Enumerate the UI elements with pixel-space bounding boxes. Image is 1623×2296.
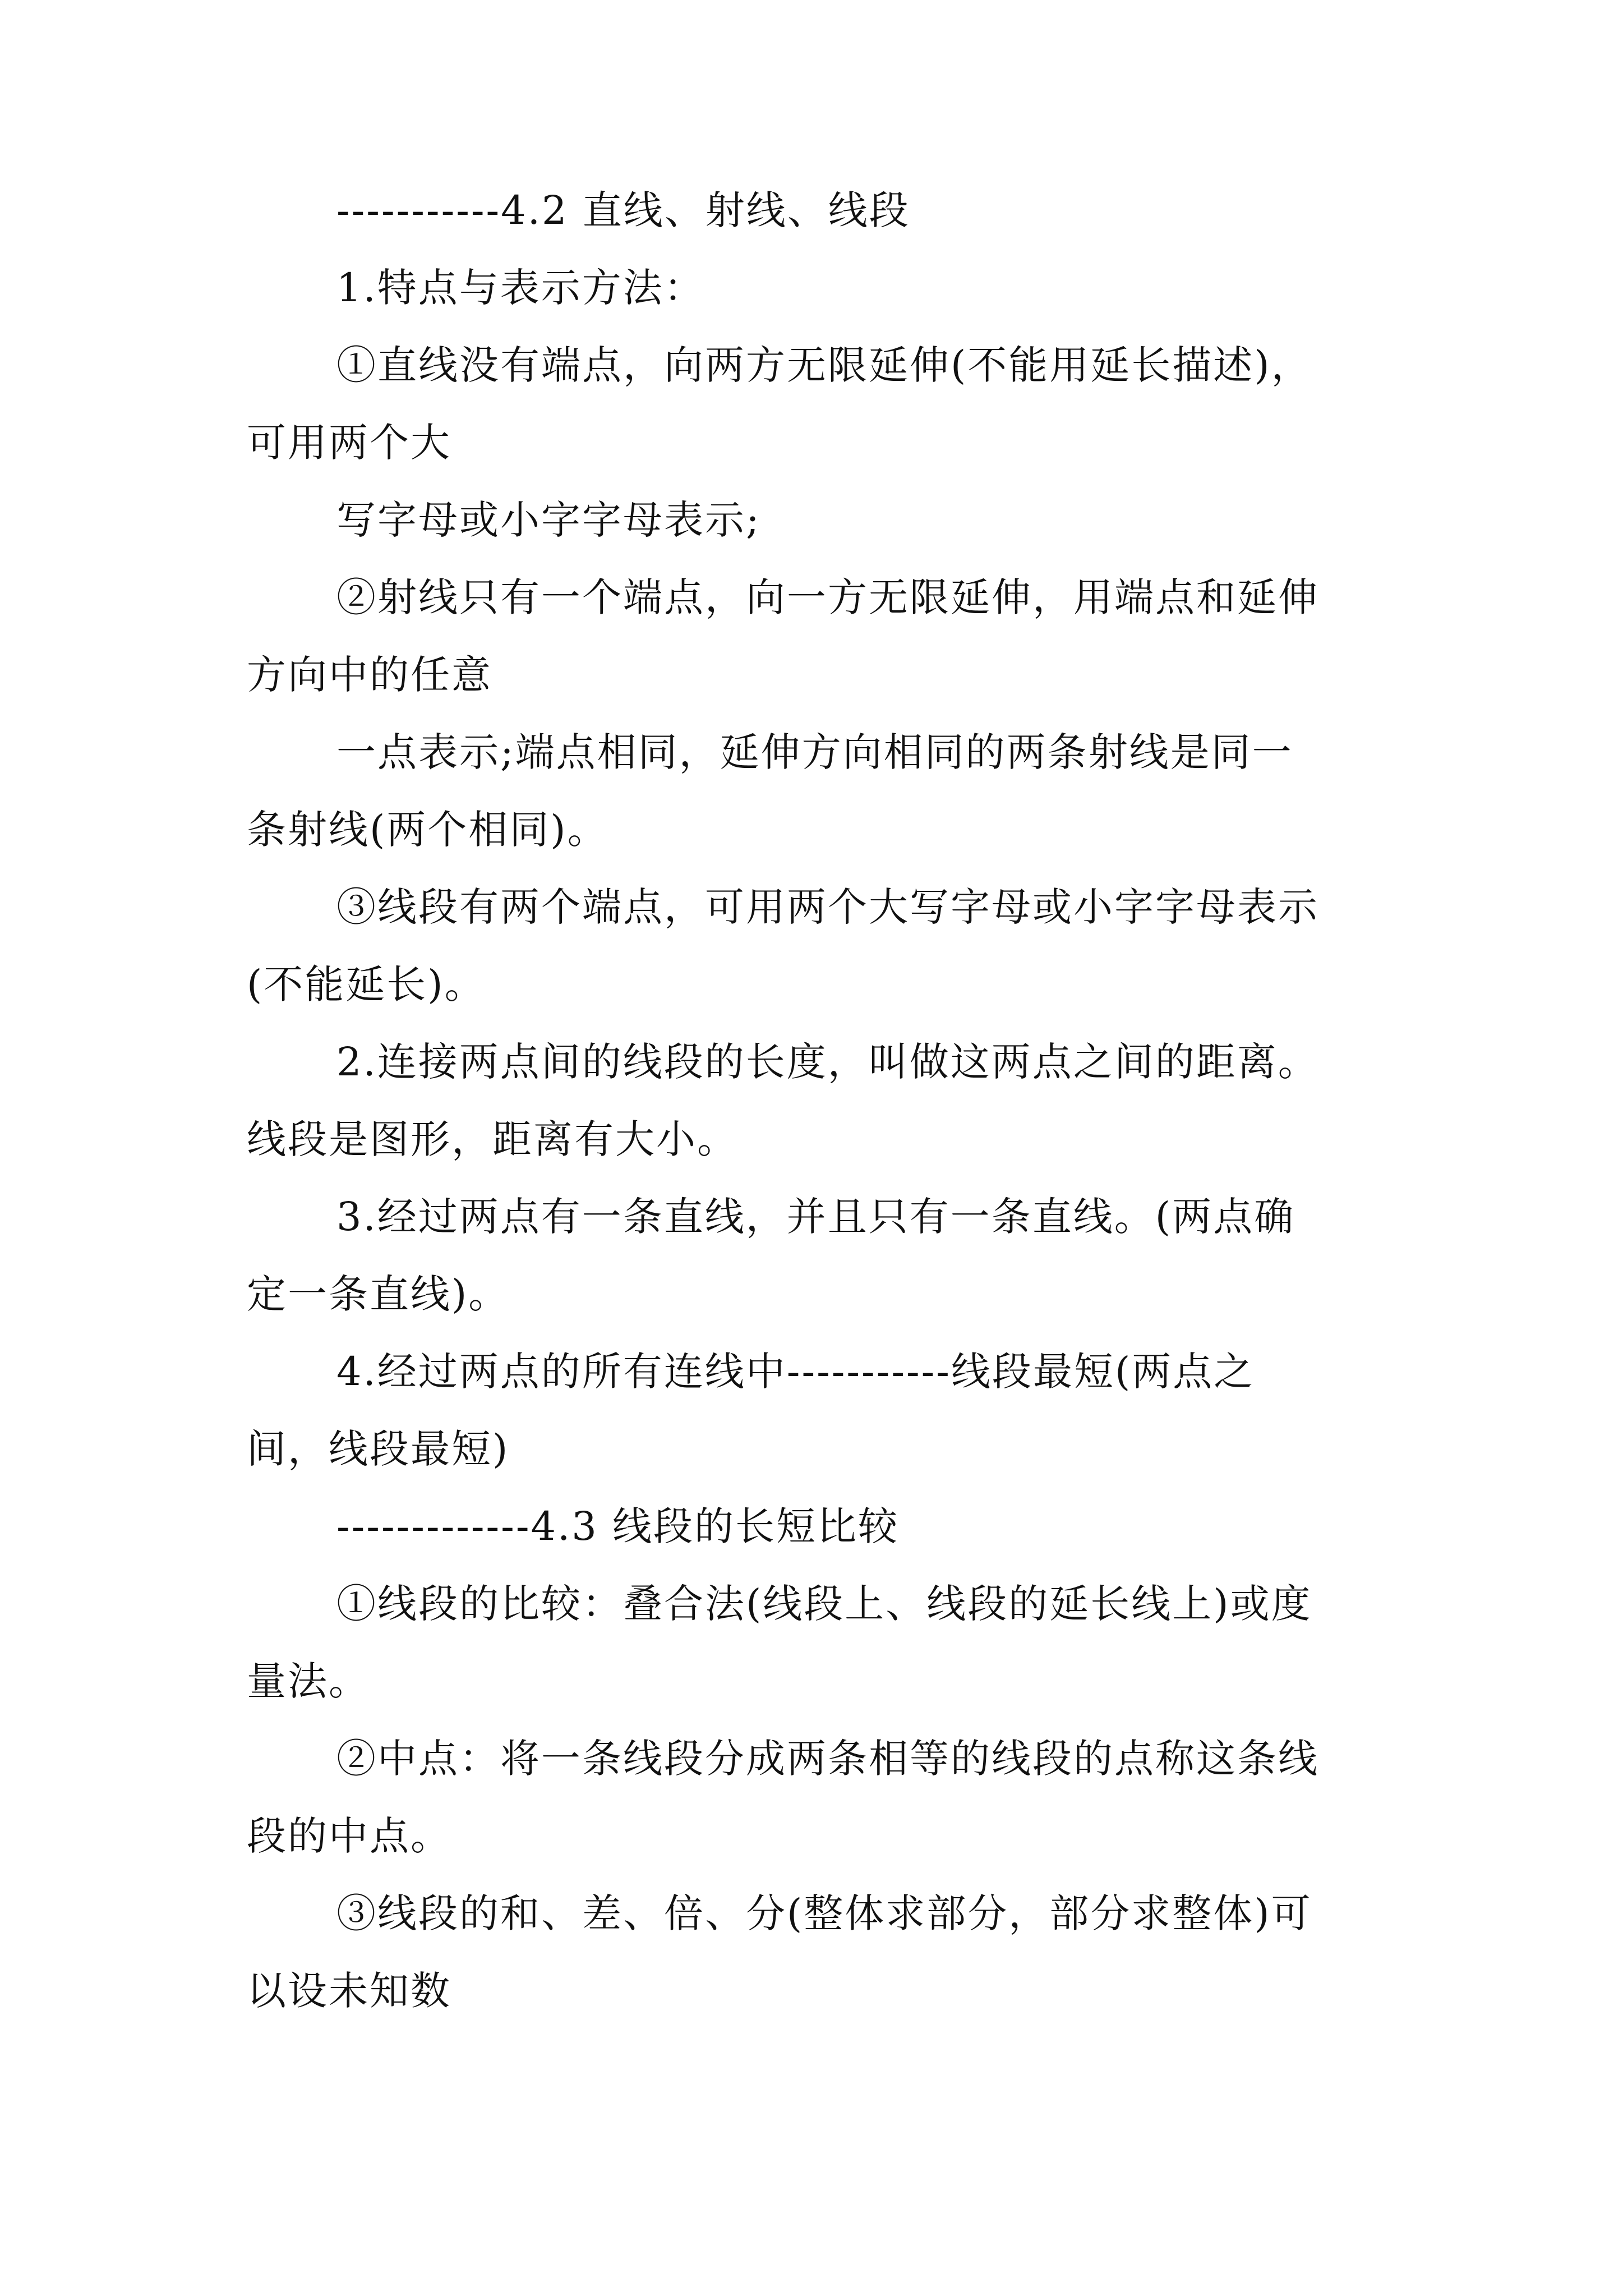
text-line: 一点表示;端点相同，延伸方向相同的两条射线是同一 <box>336 729 1293 775</box>
text-line: (不能延长)。 <box>247 961 486 1007</box>
text-line: ②射线只有一个端点，向一方无限延伸，用端点和延伸 <box>336 574 1319 620</box>
text-line: 方向中的任意 <box>247 652 492 698</box>
text-line: 1.特点与表示方法： <box>336 265 705 311</box>
text-line: ③线段有两个端点，可用两个大写字母或小字字母表示 <box>336 884 1319 930</box>
text-line: 定一条直线)。 <box>247 1271 510 1317</box>
text-line: 间，线段最短) <box>247 1426 510 1472</box>
text-line: ③线段的和、差、倍、分(整体求部分，部分求整体)可 <box>336 1890 1312 1936</box>
text-line: 3.经过两点有一条直线，并且只有一条直线。(两点确 <box>336 1194 1295 1240</box>
text-line: 段的中点。 <box>247 1813 451 1859</box>
text-line: 量法。 <box>247 1658 370 1704</box>
text-line: 可用两个大 <box>247 420 451 466</box>
section-heading-4-2: -----------4.2 直线、射线、线段 <box>336 187 910 233</box>
text-line: 写字母或小字字母表示; <box>336 497 761 543</box>
text-line: ②中点：将一条线段分成两条相等的线段的点称这条线 <box>336 1736 1319 1782</box>
section-heading-4-3: -------------4.3 线段的长短比较 <box>336 1503 900 1549</box>
text-line: 以设未知数 <box>247 1968 451 2014</box>
text-line: ①直线没有端点，向两方无限延伸(不能用延长描述)， <box>336 342 1312 388</box>
text-line: 条射线(两个相同)。 <box>247 807 608 853</box>
text-line: 线段是图形，距离有大小。 <box>247 1116 738 1162</box>
text-line: ①线段的比较：叠合法(线段上、线段的延长线上)或度 <box>336 1581 1312 1627</box>
text-line: 4.经过两点的所有连线中-----------线段最短(两点之 <box>336 1349 1255 1395</box>
text-line: 2.连接两点间的线段的长度，叫做这两点之间的距离。 <box>336 1039 1319 1085</box>
